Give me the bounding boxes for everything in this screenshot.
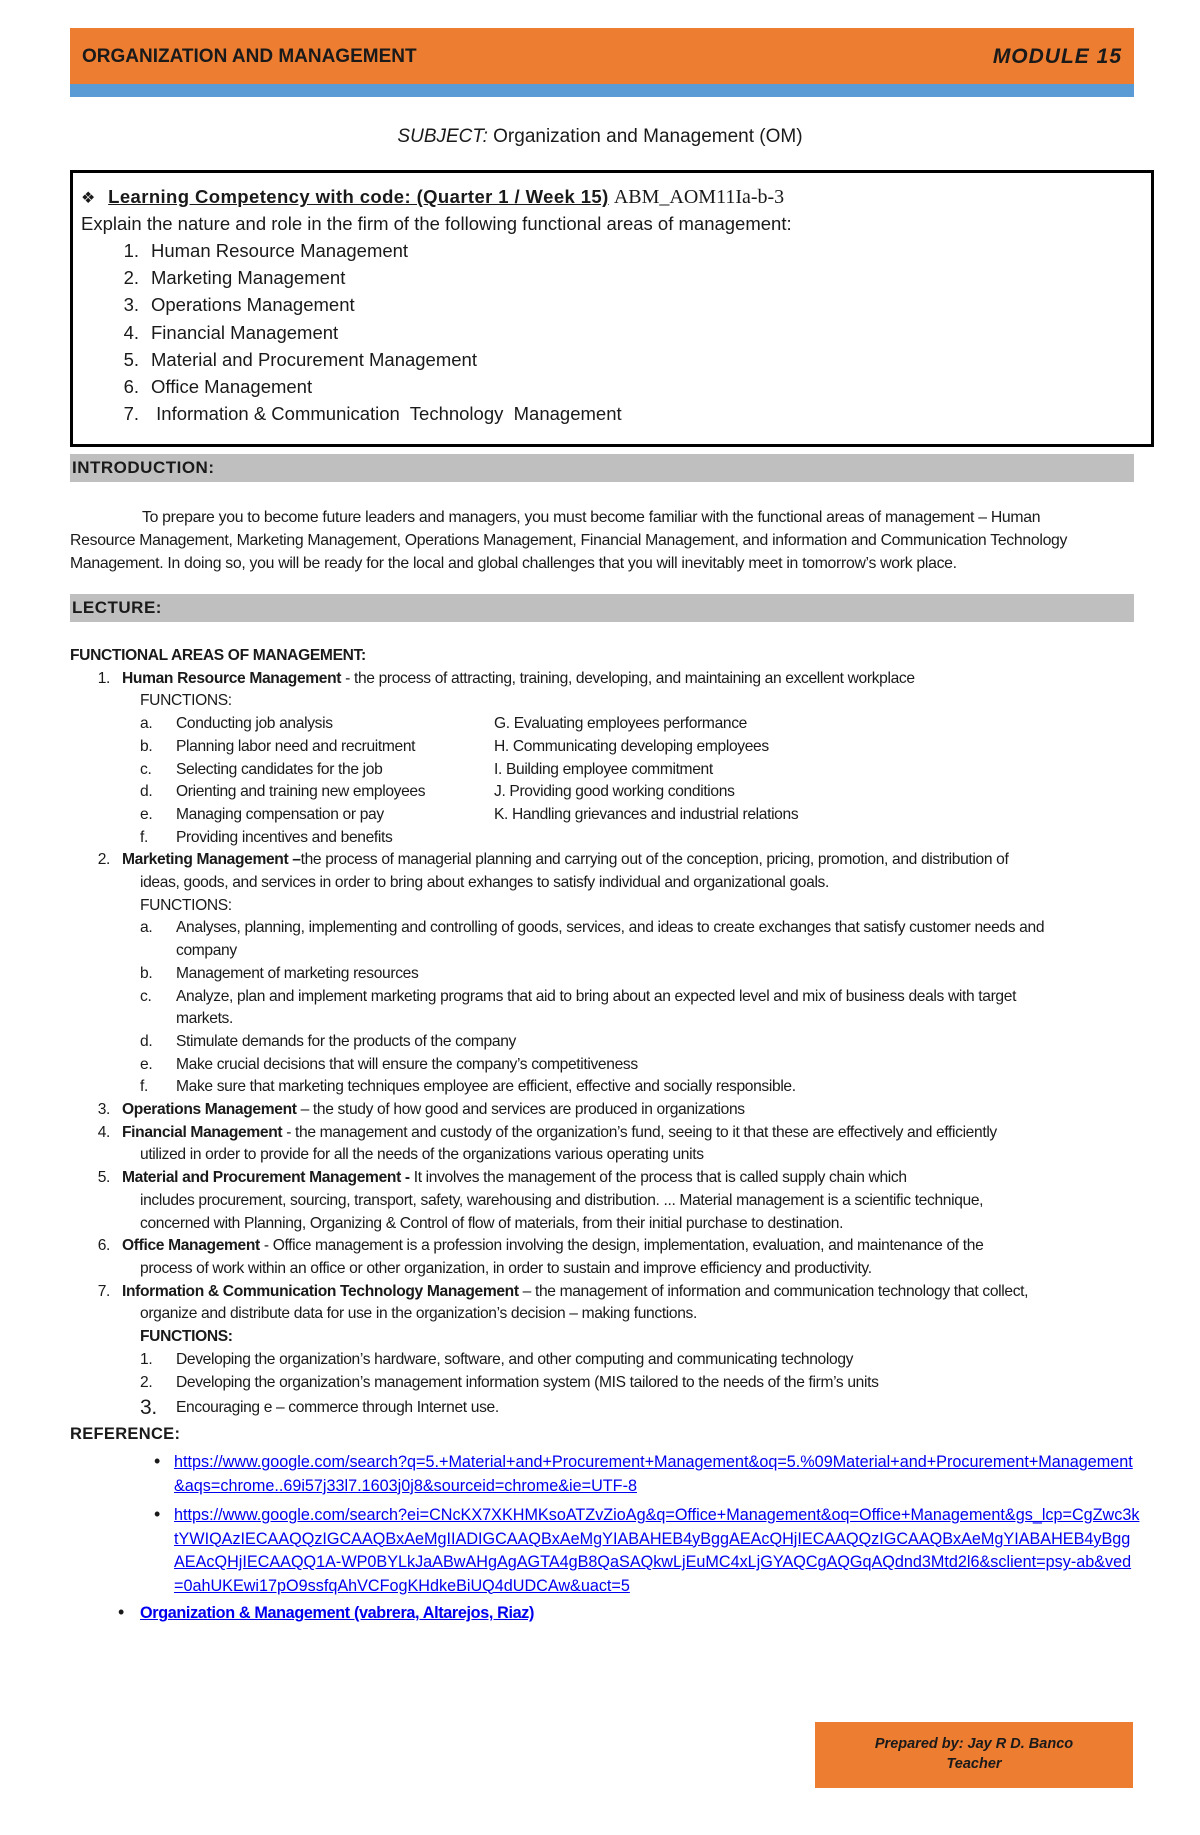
area-marketing: 2. Marketing Management –the process of managerial planning and carrying out of the conception, pricing, promotion, and distribution of: [97, 851, 1009, 869]
bullet-icon: •: [154, 1451, 160, 1472]
subject-line: [0, 126, 1200, 148]
list-item: 5. Material and Procurement Management: [123, 348, 477, 370]
marketing-function-row: d. Stimulate demands for the products of the company: [140, 1032, 516, 1050]
functions-label: FUNCTIONS:: [140, 692, 232, 710]
area-procurement: 5. Material and Procurement Management - It involves the management of the process that is called supply chain which: [97, 1169, 907, 1187]
reference-list: [70, 1451, 1140, 1626]
lecture-heading: LECTURE:: [70, 594, 1134, 622]
ict-function-row: 2. Developing the organization’s management information system (MIS tailored to the needs of the firm’s units: [140, 1373, 879, 1391]
hrm-function-row: a. Conducting job analysis G. Evaluating employees performance: [140, 715, 747, 733]
reference-link[interactable]: https://www.google.com/search?ei=CNcKX7XKHMKsoATZvZioAg&q=Office+Management&oq=Office+Management&gs_lcp=CgZwc3ktYWIQAzIECAAQQzIGCAAQBxAeMgIIADIGCAAQBxAeMgYIABAHEB4yBggAEAcQHjIECAAQQzIGCAAQBxAeMgYIABAHEB4yBggAEAcQHjIECAAQQ1A-WP0BYLkJaABwAHgAgAGTA4gB8QaSAQkwLjEuMC4xLjGYAQCgAQGqAQdnd3Mtd2l6&sclient=psy-ab&ved=0ahUKEwi17pO9ssfqAhVCFogKHdkeBiUQ4dUDCAw&uact=5: [174, 1506, 1140, 1595]
marketing-function-row: a. Analyses, planning, implementing and controlling of goods, services, and ideas to create exchanges that satisfy customer needs and: [140, 919, 1045, 937]
subject-label: SUBJECT:: [397, 126, 488, 147]
reference-item: [70, 1451, 1140, 1498]
hrm-function-row: e. Managing compensation or pay K. Handling grievances and industrial relations: [140, 805, 799, 823]
bullet-icon: •: [118, 1602, 124, 1623]
marketing-function-row: f. Make sure that marketing techniques employee are efficient, effective and socially responsible.: [140, 1078, 796, 1096]
list-item: 7. Information & Communication Technology Management: [123, 403, 622, 425]
competency-list: [81, 237, 1151, 427]
office-desc-cont: process of work within an office or other organization, in order to sustain and improve efficiency and productivity.: [140, 1259, 872, 1277]
procurement-desc-cont: includes procurement, sourcing, transport, safety, warehousing and distribution. ... Material management is a scientific technique,: [140, 1191, 984, 1209]
intro-line: To prepare you to become future leaders and managers, you must become familiar with the functional areas of management – Human: [142, 509, 1041, 526]
hrm-function-row: d. Orienting and training new employees J. Providing good working conditions: [140, 783, 735, 801]
marketing-desc-cont: ideas, goods, and services in order to bring about exhanges to satisfy individual and organizational goals.: [140, 874, 829, 892]
reference-item: [70, 1602, 1140, 1626]
area-financial: 4. Financial Management - the management and custody of the organization’s fund, seeing to it that these are effectively and efficiently: [97, 1123, 997, 1141]
reference-heading: REFERENCE:: [70, 1425, 181, 1444]
list-item: 1. Human Resource Management: [123, 240, 409, 261]
prepared-by-name: Prepared by: Jay R D. Banco: [874, 1736, 1074, 1752]
marketing-function-row: e. Make crucial decisions that will ensure the company’s competitiveness: [140, 1055, 638, 1073]
prepared-by-role: Teacher: [946, 1756, 1002, 1772]
prepared-by-box: [815, 1722, 1133, 1788]
functions-label: FUNCTIONS:: [140, 896, 232, 914]
ict-function-row: 1. Developing the organization’s hardware, software, and other computing and communicating technology: [140, 1350, 854, 1368]
marketing-function-cont: company: [176, 942, 237, 960]
competency-intro: Explain the nature and role in the firm of the following functional areas of management:: [81, 213, 792, 234]
area-hrm: 1. Human Resource Management - the process of attracting, training, developing, and maintaining an excellent workplace: [97, 669, 915, 687]
learning-competency-box: [70, 170, 1154, 447]
introduction-text: [70, 506, 1136, 575]
header-title: ORGANIZATION AND MANAGEMENT: [82, 46, 417, 67]
list-item: 3. Operations Management: [123, 294, 355, 316]
introduction-heading: INTRODUCTION:: [70, 454, 1134, 482]
reference-link[interactable]: https://www.google.com/search?q=5.+Material+and+Procurement+Management&oq=5.%09Material+and+Procurement+Management&aqs=chrome..69i57j33l7.1603j0j8&sourceid=chrome&ie=UTF-8: [174, 1453, 1133, 1495]
subject-value: Organization and Management (OM): [493, 126, 803, 147]
reference-item: [70, 1504, 1140, 1598]
area-office: 6. Office Management - Office management is a profession involving the design, implementation, evaluation, and maintenance of the: [97, 1237, 984, 1255]
reference-book-link[interactable]: Organization & Management (vabrera, Altarejos, Riaz): [140, 1604, 535, 1623]
area-ict: 7. Information & Communication Technology Management – the management of information and communication technology that collect,: [97, 1282, 1029, 1300]
competency-code: ABM_AOM11Ia-b-3: [613, 186, 785, 208]
ict-functions-label: FUNCTIONS:: [140, 1328, 233, 1346]
bullet-icon: •: [154, 1504, 160, 1525]
module-header: [70, 28, 1134, 84]
ict-desc-cont: organize and distribute data for use in the organization’s decision – making functions.: [140, 1305, 697, 1323]
module-number: MODULE 15: [992, 45, 1122, 68]
intro-line: Resource Management, Marketing Management, Operations Management, Financial Management, and information and Communication Technology: [70, 532, 1068, 549]
functional-areas-heading: FUNCTIONAL AREAS OF MANAGEMENT:: [70, 647, 366, 664]
header-accent-bar: [70, 84, 1134, 97]
marketing-function-cont: markets.: [176, 1010, 233, 1028]
financial-desc-cont: utilized in order to provide for all the needs of the organizations various operating units: [140, 1146, 704, 1164]
hrm-function-row: c. Selecting candidates for the job I. Building employee commitment: [140, 760, 713, 778]
hrm-function-row: b. Planning labor need and recruitment H. Communicating developing employees: [140, 737, 769, 755]
hrm-function-row: f. Providing incentives and benefits: [140, 828, 393, 846]
list-item: 2. Marketing Management: [123, 267, 346, 289]
lecture-content: [70, 645, 1140, 1626]
marketing-function-row: c. Analyze, plan and implement marketing programs that aid to bring about an expected level and mix of business deals with target: [140, 987, 1017, 1005]
diamond-bullet-icon: ❖: [81, 190, 96, 207]
list-item: 4. Financial Management: [123, 321, 339, 343]
area-operations: 3. Operations Management – the study of how good and services are produced in organizations: [97, 1101, 745, 1119]
intro-line: Management. In doing so, you will be ready for the local and global challenges that you will inevitably meet in tomorrow’s work place.: [70, 555, 957, 572]
ict-function-row: 3. Encouraging e – commerce through Internet use.: [140, 1396, 499, 1420]
marketing-function-row: b. Management of marketing resources: [140, 964, 419, 982]
list-item: 6. Office Management: [123, 376, 313, 398]
procurement-desc-cont: concerned with Planning, Organizing & Control of flow of materials, from their initial purchase to destination.: [140, 1214, 844, 1232]
competency-title: Learning Competency with code: (Quarter 1 / Week 15): [108, 186, 609, 207]
competency-heading: [81, 185, 1151, 211]
